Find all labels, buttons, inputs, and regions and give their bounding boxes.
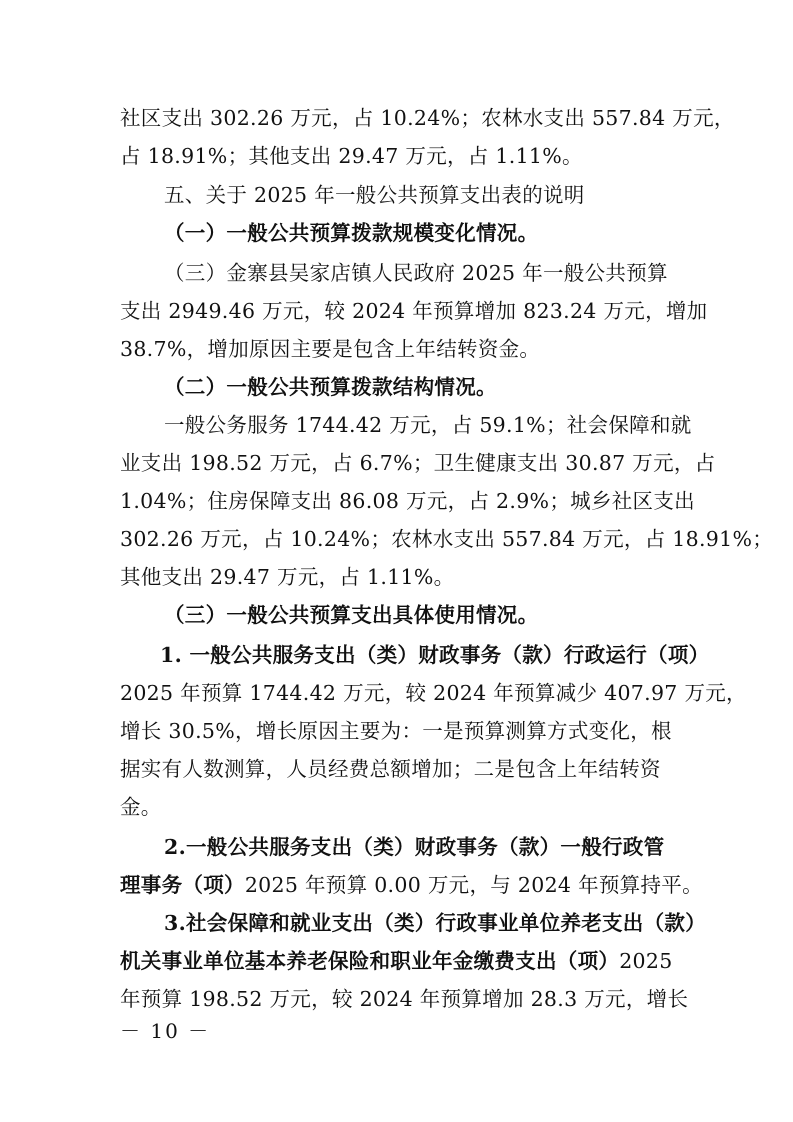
text-line: 占 18.91%；其他支出 29.47 万元，占 1.11%。 (120, 144, 583, 168)
text-line: 支出 2949.46 万元，较 2024 年预算增加 823.24 万元，增加 (120, 299, 708, 323)
item-title-continued: 理事务（项） (120, 873, 245, 897)
text-line: （三）金寨县吴家店镇人民政府 2025 年一般公共预算 (164, 261, 668, 285)
text-line: 年预算 198.52 万元，较 2024 年预算增加 28.3 万元，增长 (120, 987, 689, 1011)
text-line: 302.26 万元，占 10.24%；农林水支出 557.84 万元，占 18.91%； (120, 527, 774, 551)
item-line (120, 868, 703, 902)
text-line: 增长 30.5%，增长原因主要为：一是预算测算方式变化，根 (120, 719, 672, 743)
text-line: 业支出 198.52 万元，占 6.7%；卫生健康支出 30.87 万元，占 (120, 451, 716, 475)
item-text: 2025 (619, 949, 673, 973)
subsection-heading: （二）一般公共预算拨款结构情况。 (164, 375, 497, 399)
text-line: 金。 (120, 795, 162, 819)
text-line: 38.7%，增加原因主要是包含上年结转资金。 (120, 337, 541, 361)
item-line (120, 944, 680, 978)
item-title-continued: 机关事业单位基本养老保险和职业年金缴费支出（项） (120, 949, 620, 973)
subsection-heading: （三）一般公共预算支出具体使用情况。 (164, 603, 539, 627)
text-line: 据实有人数测算，人员经费总额增加；二是包含上年结转资 (120, 757, 661, 781)
item-title: 2.一般公共服务支出（类）财政事务（款）一般行政管 (164, 835, 665, 859)
text-line: 1.04%；住房保障支出 86.08 万元，占 2.9%；城乡社区支出 (120, 489, 695, 513)
item-text: 2025 年预算 0.00 万元，与 2024 年预算持平。 (244, 873, 703, 897)
item-title: 1. 一般公共服务支出（类）财政事务（款）行政运行（项） (160, 643, 710, 667)
page-number: － 10 － (120, 1019, 211, 1043)
item-title: 3.社会保障和就业支出（类）行政事业单位养老支出（款） (164, 911, 706, 935)
text-line: 2025 年预算 1744.42 万元，较 2024 年预算减少 407.97 万元， (120, 681, 747, 705)
text-line: 一般公务服务 1744.42 万元，占 59.1%；社会保障和就 (164, 413, 692, 437)
section-heading: 五、关于 2025 年一般公共预算支出表的说明 (164, 183, 585, 207)
subsection-heading: （一）一般公共预算拨款规模变化情况。 (164, 221, 539, 245)
text-line: 社区支出 302.26 万元，占 10.24%；农林水支出 557.84 万元， (120, 106, 735, 130)
text-line: 其他支出 29.47 万元，占 1.11%。 (120, 565, 455, 589)
